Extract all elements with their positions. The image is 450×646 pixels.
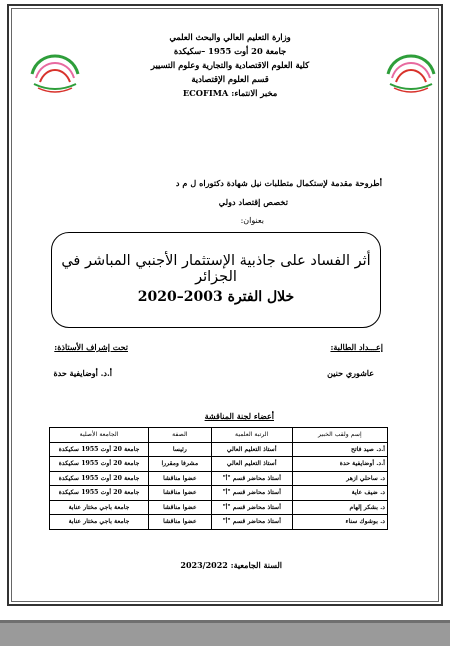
jury-member-name: د. بوشوك سناء [292,515,387,530]
jury-member-name: أ.د. صيد فاتح [292,442,387,457]
ministry-name: وزارة التعليم العالي والبحث العلمي [169,32,291,42]
academic-year [180,560,282,570]
header-name: إسم ولقب الخبير [292,428,387,443]
jury-member-university: جامعة 20 أوت 1955 سكيكدة [50,486,149,501]
header-university: الجامعة الأصلية [50,428,149,443]
table-row [50,486,388,501]
jury-member-role: مشرفا ومقررا [149,457,212,472]
header-rank: الرتبة العلمية [211,428,292,443]
jury-member-role: عضوا مناقشا [149,471,212,486]
table-row [50,457,388,472]
supervisor-label: تحت إشراف الأستاذة: [54,342,128,352]
jury-table [49,427,388,530]
jury-member-university: جامعة 20 أوت 1955 سكيكدة [50,471,149,486]
university-name: جامعة 20 أوت 1955 –سكيكدة [173,46,287,56]
table-row [50,500,388,515]
thesis-specialty: تخصص إقتصاد دولي [218,197,288,207]
thesis-title-box [51,232,381,328]
department-name: قسم العلوم الإقتصادية [191,74,269,84]
jury-member-rank: أستاذ التعليم العالي [211,442,292,457]
jury-member-role: عضوا مناقشا [149,486,212,501]
jury-member-university: جامعة 20 أوت 1955 سكيكدة [50,442,149,457]
header-role: الصفة [149,428,212,443]
jury-table-header-row [50,428,388,443]
student-name: عاشوري حنين [327,368,374,378]
jury-member-name: د. ضيف عاية [292,486,387,501]
table-row [50,442,388,457]
lab-affiliation: مخبر الانتماء: ECOFIMA [182,88,278,98]
thesis-title-line1: أثر الفساد على جاذبية الإستثمار الأجنبي المباشر في الجزائر [61,253,371,285]
faculty-name: كلية العلوم الاقتصادية والتجارية وعلوم التسيير [150,60,310,70]
university-logo-left [28,44,82,96]
jury-member-role: عضوا مناقشا [149,515,212,530]
academic-year-label: السنة الجامعية: [230,560,282,570]
jury-member-name: د. ساحلي ازهر [292,471,387,486]
jury-member-rank: أستاذ محاضر قسم "أ" [211,471,292,486]
jury-title: أعضاء لجنة المناقشة [204,411,274,421]
supervisor-name: أ.د. أوضايفية حدة [53,368,112,378]
thesis-type: أطروحة مقدمة لإستكمال متطلبات نيل شهادة دكتوراه ل م د [175,178,382,188]
jury-member-rank: أستاذ محاضر قسم "أ" [211,486,292,501]
jury-member-university: جامعة 20 أوت 1955 سكيكدة [50,457,149,472]
jury-member-role: رئيسا [149,442,212,457]
institution-header [80,30,380,100]
thesis-title-line2: خلال الفترة 2003–2020 [137,289,295,305]
titled-label: بعنوان: [240,216,264,225]
jury-member-university: جامعة باجي مختار عنابة [50,515,149,530]
jury-member-rank: أستاذ محاضر قسم "أ" [211,515,292,530]
jury-member-role: عضوا مناقشا [149,500,212,515]
viewer-background [0,620,450,646]
jury-member-rank: أستاذ محاضر قسم "أ" [211,500,292,515]
table-row [50,515,388,530]
academic-year-value: 2023/2022 [180,560,228,570]
jury-member-name: أ.د. أوضايفية حدة [292,457,387,472]
table-row [50,471,388,486]
page-edge-shadow [0,620,450,623]
jury-member-university: جامعة باجي مختار عنابة [50,500,149,515]
jury-member-name: د. بشكر إلهام [292,500,387,515]
university-logo-right [384,44,438,96]
student-label: إعـــداد الطالبة: [330,342,383,352]
jury-member-rank: أستاذ التعليم العالي [211,457,292,472]
